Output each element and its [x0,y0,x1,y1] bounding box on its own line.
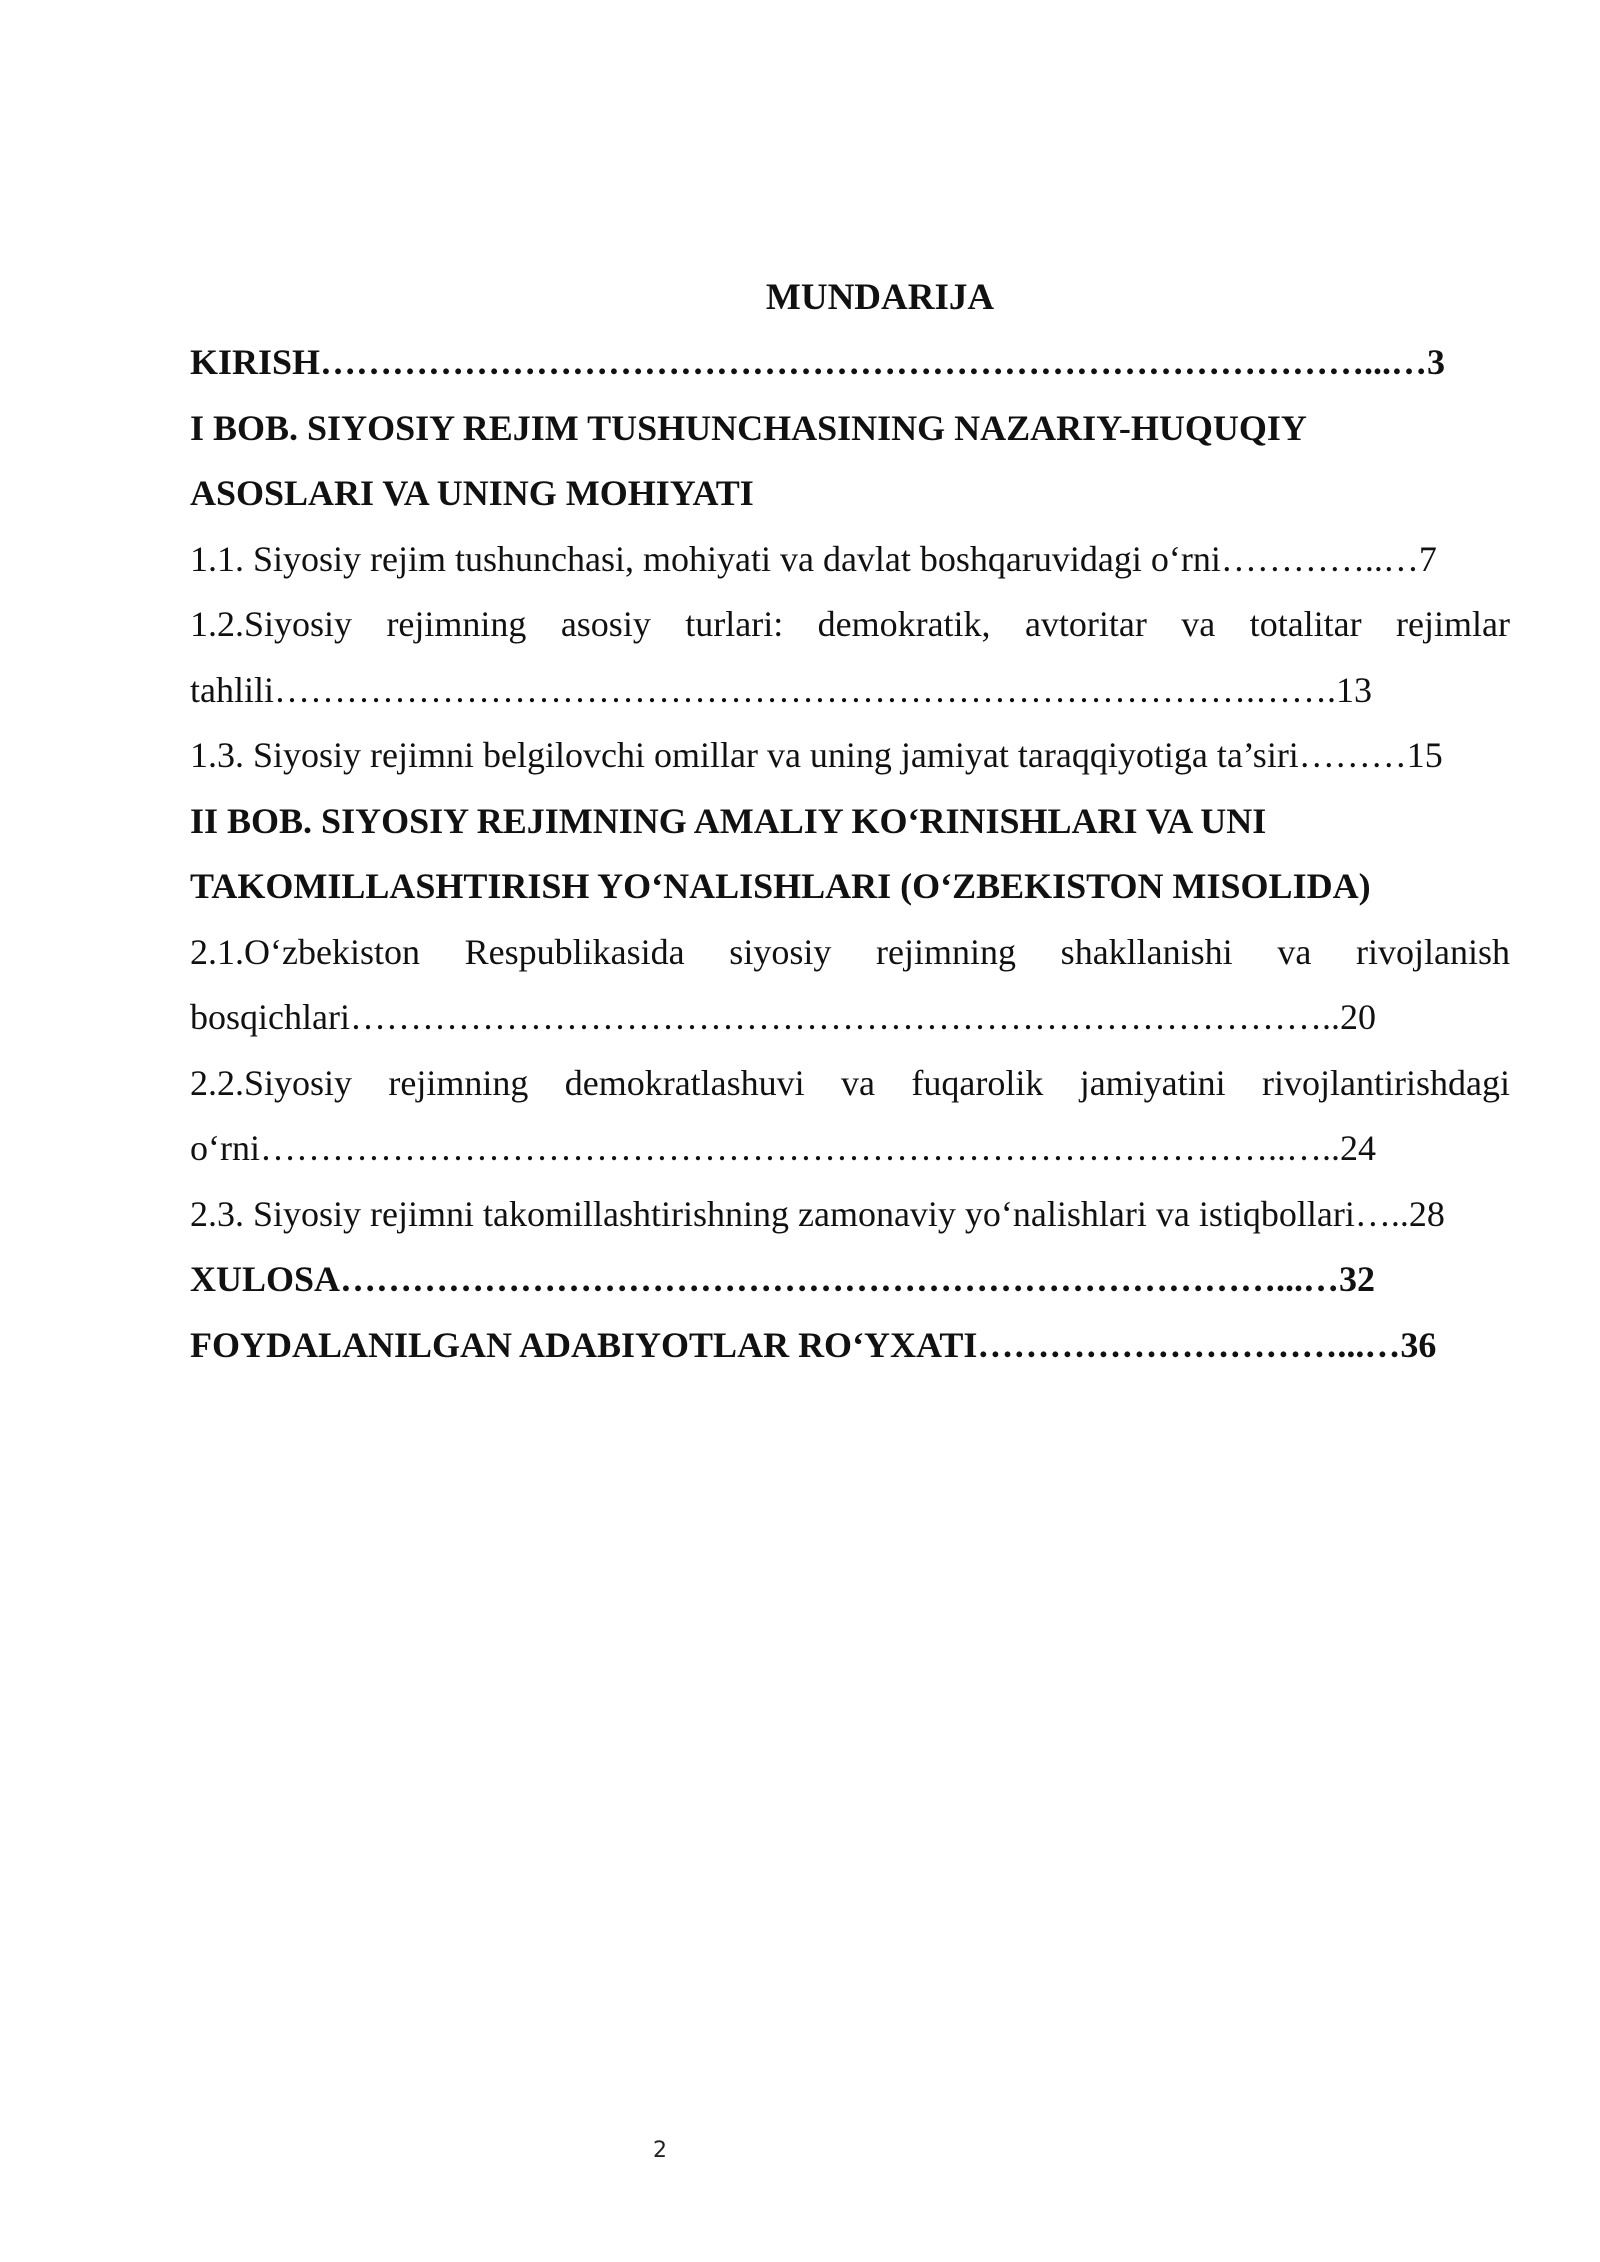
toc-chapter-2-heading-line-1: II BOB. SIYOSIY REJIMNING AMALIY KO‘RINISHLARI VA UNI [190,800,1267,841]
toc-entry-2-1-line-2: bosqichlari………………………………………………………………………..20 [190,997,1376,1037]
toc-chapter-1-heading-line-1: I BOB. SIYOSIY REJIM TUSHUNCHASINING NAZARIY-HUQUQIY [190,407,1307,448]
toc-entry-2-2-line-1: 2.2.Siyosiy rejimning demokratlashuvi va fuqarolik jamiyatini rivojlantirishdagi [190,1062,1510,1103]
toc-chapter-1-heading-line-2: ASOSLARI VA UNING MOHIYATI [190,473,754,513]
toc-entry-2-2-line-2: o‘rni…………………………………………………………………………..…..24 [190,1128,1376,1168]
toc-chapter-2-heading-line-2: TAKOMILLASHTIRISH YO‘NALISHLARI (O‘ZBEKISTON MISOLIDA) [190,866,1371,906]
toc-entry-kirish: KIRISH……………………………………………………………………………...…3 [190,342,1446,382]
toc-entry-1-2-line-1: 1.2.Siyosiy rejimning asosiy turlari: demokratik, avtoritar va totalitar rejimlar [190,604,1510,644]
toc-entry-1-3: 1.3. Siyosiy rejimni belgilovchi omillar va uning jamiyat taraqqiyotiga ta’siri………15 [190,735,1443,775]
toc-title: MUNDARIJA [765,277,995,318]
table-of-contents [190,265,1510,1378]
toc-entry-1-1: 1.1. Siyosiy rejim tushunchasi, mohiyati va davlat boshqaruvidagi o‘rni…………..…7 [190,538,1437,579]
toc-entry-adabiyotlar: FOYDALANILGAN ADABIYOTLAR RO‘YXATI…………………………...…36 [190,1324,1437,1365]
toc-entry-2-1-line-1: 2.1.O‘zbekiston Respublikasida siyosiy rejimning shakllanishi va rivojlanish [190,931,1510,972]
toc-entry-xulosa: XULOSA……………………………………………………………………...…32 [190,1259,1376,1299]
toc-entry-2-3: 2.3. Siyosiy rejimni takomillashtirishning zamonaviy yo‘nalishlari va istiqbollari…..28 [190,1193,1445,1234]
page-number: 2 [653,2138,667,2163]
toc-entry-1-2-line-2: tahlili……………………………………………………………………….…….13 [190,669,1372,710]
